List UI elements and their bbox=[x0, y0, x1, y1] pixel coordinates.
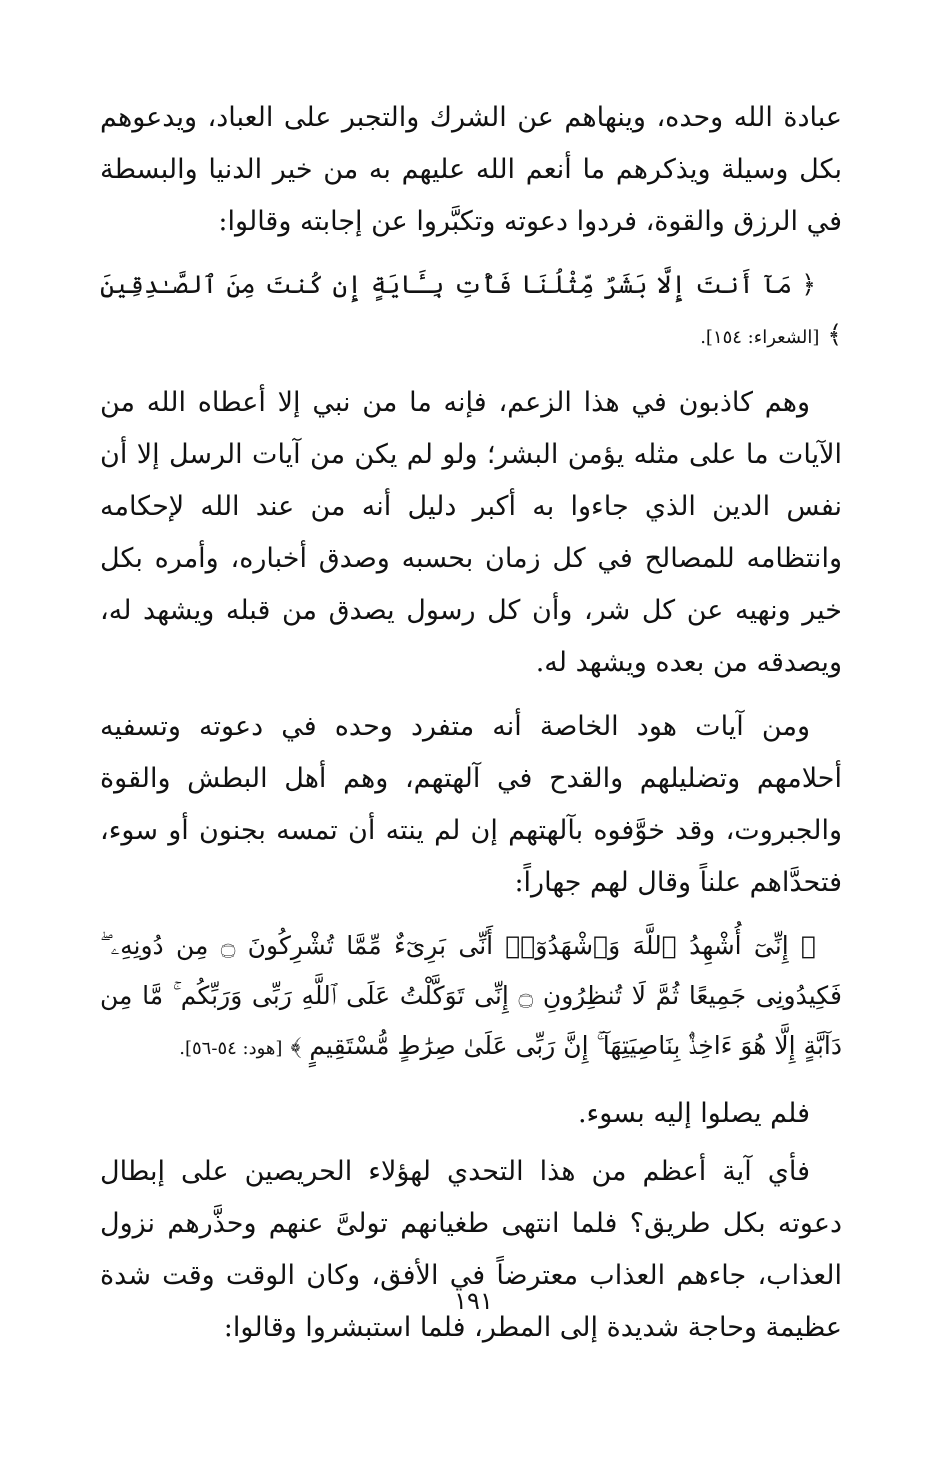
paragraph-3: ومن آيات هود الخاصة أنه متفرد وحده في دعوته وتسفيه أحلامهم وتضليلهم والقدح في آلهتهم، وهم أهل البطش والقوة والجبروت، وقد خوَّفوه بآلهتهم إن لم ينته أن تمسه بجنون أو سوء، فتحدَّاهم علناً وقال لهم جهاراً: bbox=[100, 711, 842, 898]
paragraph-5: فأي آية أعظم من هذا التحدي لهؤلاء الحريصين على إبطال دعوته بكل طريق؟ فلما انتهى طغيانهم تولىَّ عنهم وحذَّرهم نزول العذاب، جاءهم العذاب معترضاً في الأفق، وكان الوقت وقت شدة عظيمة وحاجة شديدة إلى المطر، فلما استبشروا وقالوا: bbox=[100, 1156, 842, 1343]
page-number: ١٩١ bbox=[454, 1287, 493, 1315]
quran-verse-text: مَآ أَنتَ إِلَّا بَشَرٌ مِّثْلُنَا فَأْتِ بِـَٔايَةٍ إِن كُنتَ مِنَ ٱلصَّـٰدِقِينَ bbox=[100, 270, 793, 299]
quran-close-bracket: ﴾ bbox=[827, 320, 842, 349]
quran-reference: [الشعراء: ١٥٤]. bbox=[700, 327, 820, 348]
quran-reference: [هود: ٥٤-٥٦]. bbox=[179, 1038, 283, 1059]
quran-open-bracket: ﴿ bbox=[800, 931, 816, 960]
page-body bbox=[100, 92, 842, 1366]
quran-open-bracket: ﴿ bbox=[801, 270, 816, 299]
quran-verse-text: إِنِّىٓ أُشْهِدُ ٱللَّهَ وَٱشْهَدُوٓا۟ أَنِّى بَرِىٓءٌ مِّمَّا تُشْرِكُونَ ۝ مِن دُونِهِۦ ۖ فَكِيدُونِى جَمِيعًا ثُمَّ لَا تُنظِرُونِ ۝ إِنِّى تَوَكَّلْتُ عَلَى ٱللَّهِ رَبِّى وَرَبِّكُم ۚ مَّا مِن دَآبَّةٍ إِلَّا هُوَ ءَاخِذٌۢ بِنَاصِيَتِهَآ ۚ إِنَّ رَبِّى عَلَىٰ صِرَٰطٍ مُّسْتَقِيمٍ bbox=[100, 931, 842, 1060]
paragraph-4: فلم يصلوا إليه بسوء. bbox=[577, 1098, 810, 1129]
quran-verse-2 bbox=[100, 921, 842, 1074]
paragraph-2: وهم كاذبون في هذا الزعم، فإنه ما من نبي إلا أعطاه الله من الآيات ما على مثله يؤمن البشر؛ ولو لم يكن من آيات الرسل إلا أن نفس الدين الذي جاءوا به أكبر دليل أنه من عند الله لإحكامه وانتظامه للمصالح في كل زمان بحسبه وصدق أخباره، وأمره بكل خير ونهيه عن كل شر، وأن كل رسول يصدق من قبله ويشهد له، ويصدقه من بعده ويشهد له. bbox=[100, 387, 842, 678]
quran-close-bracket: ﴾ bbox=[290, 1031, 302, 1060]
paragraph-1: عبادة الله وحده، وينهاهم عن الشرك والتجبر على العباد، ويدعوهم بكل وسيلة ويذكرهم ما أنعم الله عليهم به من خير الدنيا والبسطة في الرزق والقوة، فردوا دعوته وتكبَّروا عن إجابته وقالوا: bbox=[100, 102, 842, 237]
quran-verse-1 bbox=[100, 260, 842, 363]
